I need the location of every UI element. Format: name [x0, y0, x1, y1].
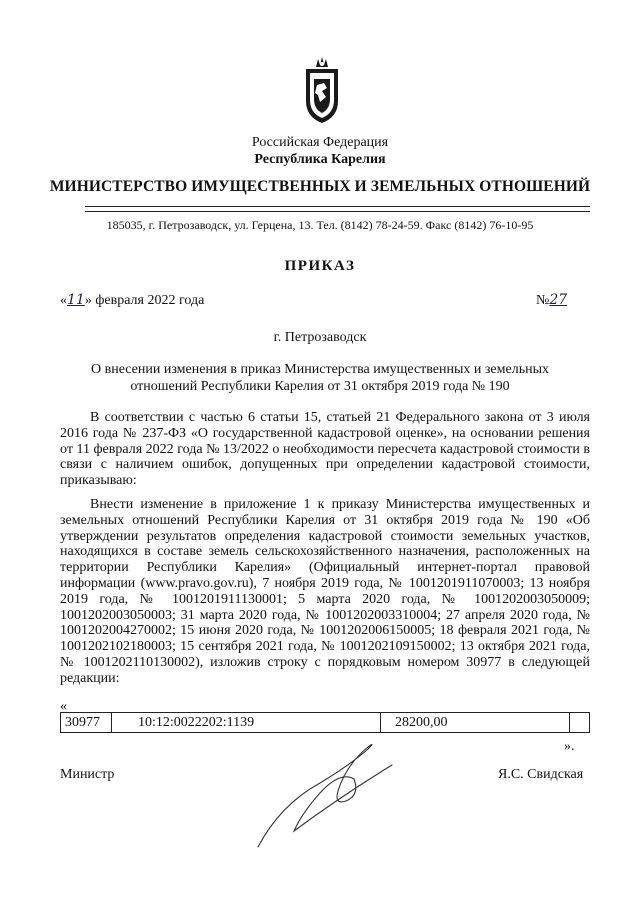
- coat-of-arms-emblem: [300, 55, 344, 125]
- document-date: [60, 292, 204, 309]
- amendment-table: [60, 712, 590, 733]
- cell-cadastral-number: 10:12:0022202:1139: [112, 713, 381, 733]
- amendment-close-quote: ».: [564, 739, 575, 754]
- signer-title: Министр: [60, 767, 115, 782]
- subject-line-1: О внесении изменения в приказ Министерства имущественных и земельных: [91, 362, 549, 377]
- subject-line-2: отношений Республики Карелия от 31 октября 2019 года № 190: [130, 378, 510, 394]
- date-open-quote: «: [60, 293, 67, 308]
- date-day-handwritten: 11: [67, 292, 85, 308]
- document-city: г. Петрозаводск: [273, 330, 367, 345]
- document-number: [536, 292, 567, 309]
- signer-name: Я.С. Свидская: [498, 767, 584, 782]
- cell-cadastral-value: 28200,00: [381, 713, 570, 733]
- body-paragraph-1: [60, 410, 590, 489]
- document-type: ПРИКАЗ: [284, 258, 356, 274]
- header-divider: [85, 206, 590, 207]
- ministry-name: МИНИСТЕРСТВО ИМУЩЕСТВЕННЫХ И ЗЕМЕЛЬНЫХ ОТНОШЕНИЙ: [49, 178, 591, 195]
- table-row: [61, 713, 590, 733]
- paragraph-1-text: В соответствии с частью 6 статьи 15, статьей 21 Федерального закона от 3 июля 2016 года № 237-ФЗ «О государственной кадастровой оценке», на основании решения от 11 февраля 2022 года № 13/2022 о необходимости пересчета кадастровой стоимости в связи с наличием ошибок, допущенных при определении кадастровой стоимости, приказываю:: [60, 410, 590, 489]
- body-paragraph-2: [60, 497, 590, 687]
- republic-name: Республика Карелия: [254, 152, 386, 167]
- cell-row-number: 30977: [61, 713, 112, 733]
- header-divider-second: [85, 211, 590, 212]
- number-value-handwritten: 27: [549, 292, 568, 308]
- country-name: Российская Федерация: [251, 135, 389, 150]
- cell-empty: [570, 713, 590, 733]
- document-subject: [0, 362, 640, 395]
- ministry-address: 185035, г. Петрозаводск, ул. Герцена, 13. Тел. (8142) 78-24-59. Факс (8142) 76-10-95: [106, 218, 534, 232]
- date-month-year: » февраля 2022 года: [84, 293, 205, 308]
- number-label: №: [536, 293, 550, 308]
- amendment-open-quote: «: [60, 699, 67, 714]
- handwritten-signature: [250, 735, 400, 855]
- paragraph-2-text: Внести изменение в приложение 1 к приказу Министерства имущественных и земельных отношений Республики Карелия от 31 октября 2019 года № 190 «Об утверждении результатов определения кадастровой стоимости земельных участков, находящихся в составе земель сельскохозяйственного назначения, расположенных на территории Республики Карелия» (Официальный интернет-портал правовой информации (www.pravo.gov.ru), 7 ноября 2019 года, № 1001201911070003; 13 ноября 2019 года, № 1001201911130001; 5 марта 2020 года, № 1001202003050009; 1001202003050003; 31 марта 2020 года, № 1001202003310004; 27 апреля 2020 года, № 1001202004270002; 15 июня 2020 года, № 1001202006150005; 18 февраля 2021 года, № 1001202102180003; 15 сентября 2021 года, № 1001202109150002; 13 октября 2021 года, № 1001202110130002), изложив строку с порядковым номером 30977 в следующей редакции:: [60, 497, 590, 686]
